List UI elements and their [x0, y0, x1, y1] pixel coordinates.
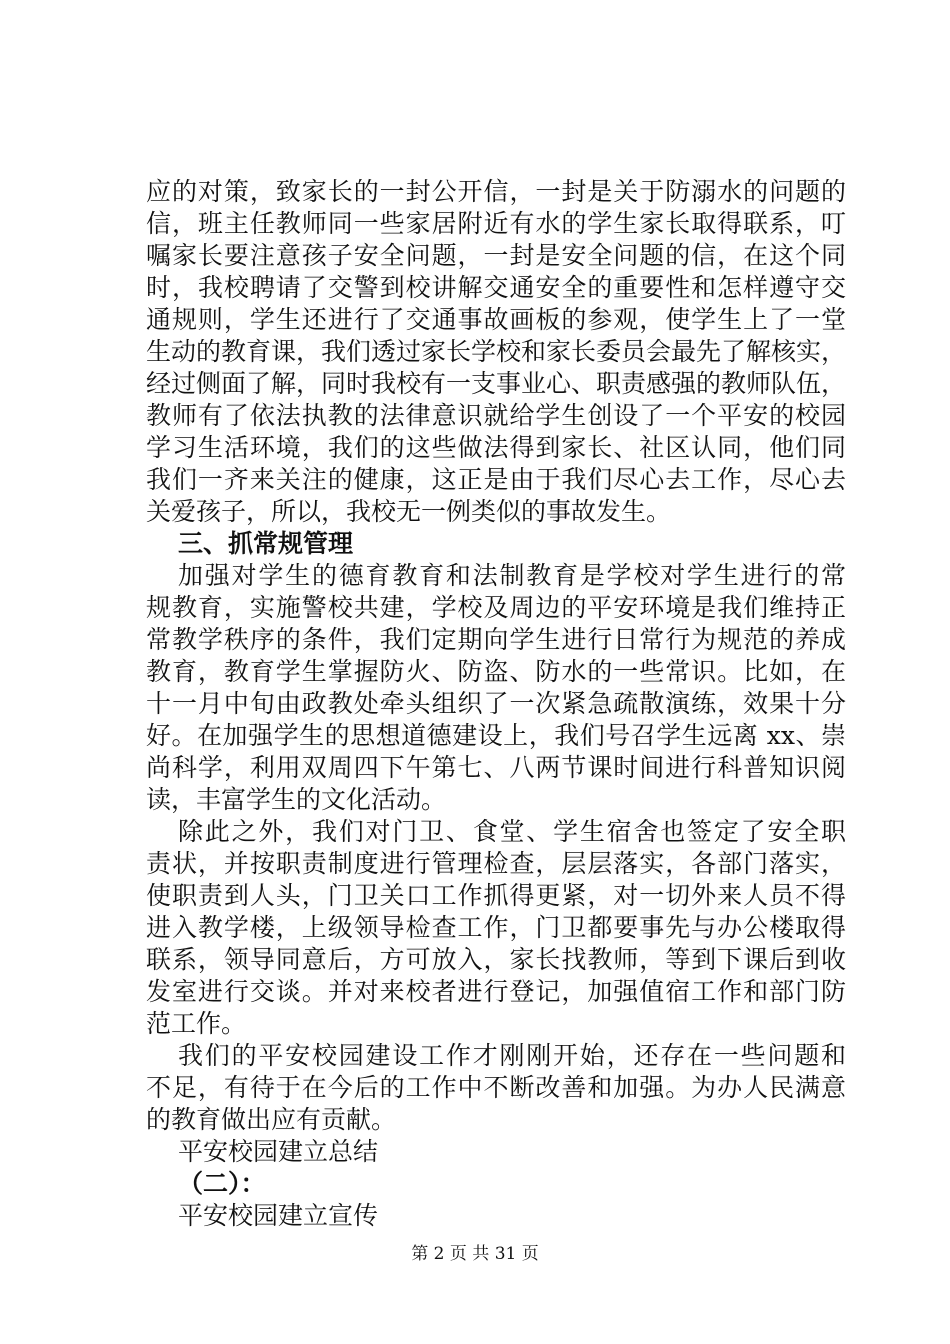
text-line: 教师有了依法执教的法律意识就给学生创设了一个平安的校园: [146, 401, 846, 430]
text-line: 的教育做出应有贡献。: [146, 1105, 397, 1134]
text-line: 联系，领导同意后，方可放入，家长找教师，等到下课后到收: [146, 945, 846, 974]
section-heading: [146, 528, 846, 560]
text-line: 除此之外，我们对门卫、食堂、学生宿舍也签定了安全职: [178, 817, 846, 846]
paragraph: [146, 560, 846, 816]
paragraph: [146, 176, 846, 528]
text-line: 学习生活环境，我们的这些做法得到家长、社区认同，他们同: [146, 433, 846, 462]
text-line: 十一月中旬由政教处牵头组织了一次紧急疏散演练，效果十分: [146, 689, 846, 718]
text-line: 发室进行交谈。并对来校者进行登记，加强值宿工作和部门防: [146, 977, 846, 1006]
text-line: 使职责到人头，门卫关口工作抓得更紧，对一切外来人员不得: [146, 881, 846, 910]
text-line: 尚科学，利用双周四下午第七、八两节课时间进行科普知识阅: [146, 753, 846, 782]
paragraph: [146, 816, 846, 1040]
text-line: 嘱家长要注意孩子安全问题，一封是安全问题的信，在这个同: [146, 241, 846, 270]
paragraph: [146, 1200, 846, 1232]
text-line: 平安校园建立总结: [178, 1137, 379, 1166]
text-line: 常教学秩序的条件，我们定期向学生进行日常行为规范的养成: [146, 625, 846, 654]
text-line: 进入教学楼，上级领导检查工作，门卫都要事先与办公楼取得: [146, 913, 846, 942]
text-line: 生动的教育课，我们透过家长学校和家长委员会最先了解核实，: [146, 337, 846, 366]
text-line: 我们一齐来关注的健康，这正是由于我们尽心去工作，尽心去: [146, 465, 846, 494]
text-line: 范工作。: [146, 1009, 247, 1038]
text-line: 通规则，学生还进行了交通事故画板的参观，使学生上了一堂: [146, 305, 846, 334]
text-line: 教育，教育学生掌握防火、防盗、防水的一些常识。比如，在: [146, 657, 846, 686]
text-line: 我们的平安校园建设工作才刚刚开始，还存在一些问题和: [178, 1041, 846, 1070]
text-line: 不足，有待于在今后的工作中不断改善和加强。为办人民满意: [146, 1073, 846, 1102]
text-line: 时，我校聘请了交警到校讲解交通安全的重要性和怎样遵守交: [146, 273, 846, 302]
text-line: 责状，并按职责制度进行管理检查，层层落实，各部门落实，: [146, 849, 846, 878]
text-line: 关爱孩子，所以，我校无一例类似的事故发生。: [146, 497, 672, 526]
paragraph: [146, 1040, 846, 1136]
text-line: 规教育，实施警校共建，学校及周边的平安环境是我们维持正: [146, 593, 846, 622]
paragraph: [146, 1136, 846, 1168]
page-footer: 第 2 页 共 31 页: [411, 1244, 539, 1264]
heading-line: 三、抓常规管理: [178, 529, 354, 558]
section-heading: [146, 1168, 846, 1200]
text-line: 好。在加强学生的思想道德建设上，我们号召学生远离 xx、崇: [146, 721, 846, 750]
text-line: 经过侧面了解，同时我校有一支事业心、职责感强的教师队伍，: [146, 369, 846, 398]
heading-line: （二）：: [178, 1169, 266, 1198]
text-line: 应的对策，致家长的一封公开信，一封是关于防溺水的问题的: [146, 177, 846, 206]
text-line: 加强对学生的德育教育和法制教育是学校对学生进行的常: [178, 561, 846, 590]
text-line: 读，丰富学生的文化活动。: [146, 785, 447, 814]
text-line: 平安校园建立宣传: [178, 1201, 379, 1230]
document-body: [146, 176, 846, 1232]
text-line: 信，班主任教师同一些家居附近有水的学生家长取得联系，叮: [146, 209, 846, 238]
